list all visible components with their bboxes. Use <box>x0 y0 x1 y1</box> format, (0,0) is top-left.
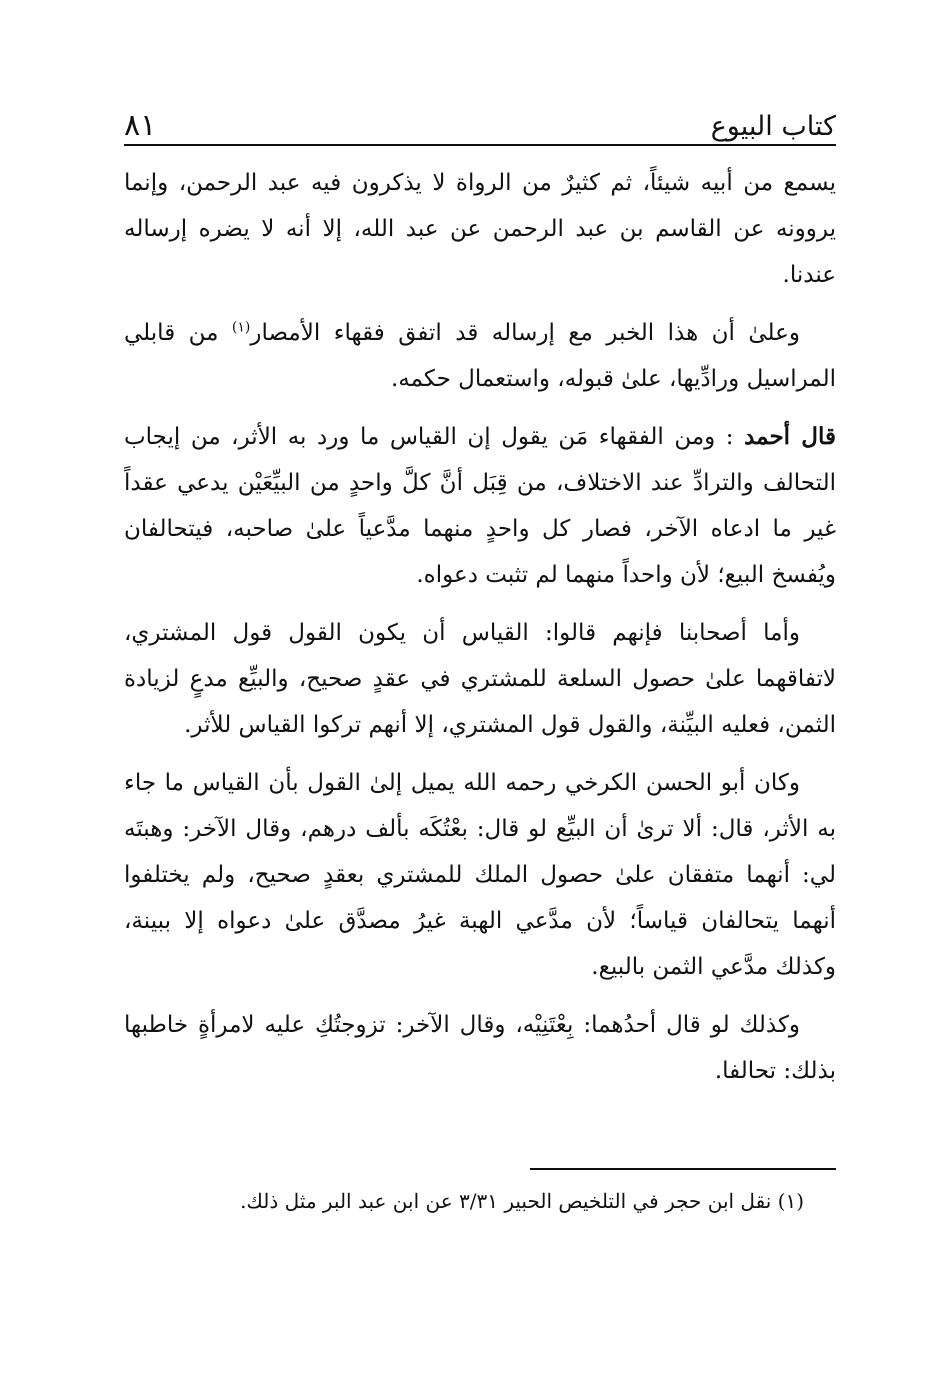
footnote <box>124 1186 804 1216</box>
footnote-text: (١) نقل ابن حجر في التلخيص الحبير ٣/٣١ عن ابن عبد البر مثل ذلك. <box>240 1189 804 1213</box>
speaker-lead: قال أحمد <box>744 423 837 450</box>
main-text <box>124 160 836 1094</box>
running-title: كتاب البيوع <box>710 111 836 143</box>
paragraph-3 <box>124 414 836 598</box>
paragraph-6 <box>124 1002 836 1094</box>
footnote-reference: (١) <box>231 319 251 336</box>
paragraph-text: يسمع من أبيه شيئاً، ثم كثيرٌ من الرواة لا يذكرون فيه عبد الرحمن، وإنما يروونه عن القاسم بن عبد الرحمن عن عبد الله، إلا أنه لا يضره إرساله عندنا. <box>124 170 836 288</box>
page-number: ٨١ <box>124 108 157 143</box>
paragraph-text: وأما أصحابنا فإنهم قالوا: القياس أن يكون القول قول المشتري، لاتفاقهما علىٰ حصول السلعة للمشتري في عقدٍ صحيح، والبيِّع مدعٍ لزيادة الثمن، فعليه البيِّنة، والقول قول المشتري، إلا أنهم تركوا القياس للأثر. <box>124 620 836 738</box>
book-page <box>124 96 836 1106</box>
paragraph-text: : ومن الفقهاء مَن يقول إن القياس ما ورد به الأثر، من إيجاب التحالف والترادِّ عند الاختلاف، من قِبَل أنَّ كلَّ واحدٍ من البيِّعَيْن يدعي عقداً غير ما ادعاه الآخر، فصار كل واحدٍ منهما مدَّعياً علىٰ صاحبه، فيتحالفان ويُفسخ البيع؛ لأن واحداً منهما لم تثبت دعواه. <box>124 424 836 588</box>
paragraph-1 <box>124 160 836 298</box>
page-header <box>124 96 836 146</box>
paragraph-text: وعلىٰ أن هذا الخبر مع إرساله قد اتفق فقهاء الأمصار <box>250 320 800 346</box>
paragraph-text: وكان أبو الحسن الكرخي رحمه الله يميل إلىٰ القول بأن القياس ما جاء به الأثر، قال: ألا ترىٰ أن البيِّع لو قال: بعْتُكَه بألف درهم، وقال الآخر: وهبتَه لي: أنهما متفقان علىٰ حصول الملك للمشتري بعقدٍ صحيح، ولم يختلفوا أنهما يتحالفان قياساً؛ لأن مدَّعي الهبة غيرُ مصدَّق علىٰ دعواه إلا ببينة، وكذلك مدَّعي الثمن بالبيع. <box>124 770 836 980</box>
footnote-separator <box>530 1168 836 1170</box>
paragraph-text: وكذلك لو قال أحدُهما: بِعْتَنِيْه، وقال الآخر: تزوجتُكِ عليه لامرأةٍ خاطبها بذلك: تحالفا. <box>124 1012 836 1084</box>
paragraph-5 <box>124 760 836 990</box>
paragraph-text: من قابلي المراسيل ورادِّيها، علىٰ قبوله، واستعمال حكمه. <box>124 320 836 392</box>
paragraph-2 <box>124 310 836 402</box>
paragraph-4 <box>124 610 836 748</box>
